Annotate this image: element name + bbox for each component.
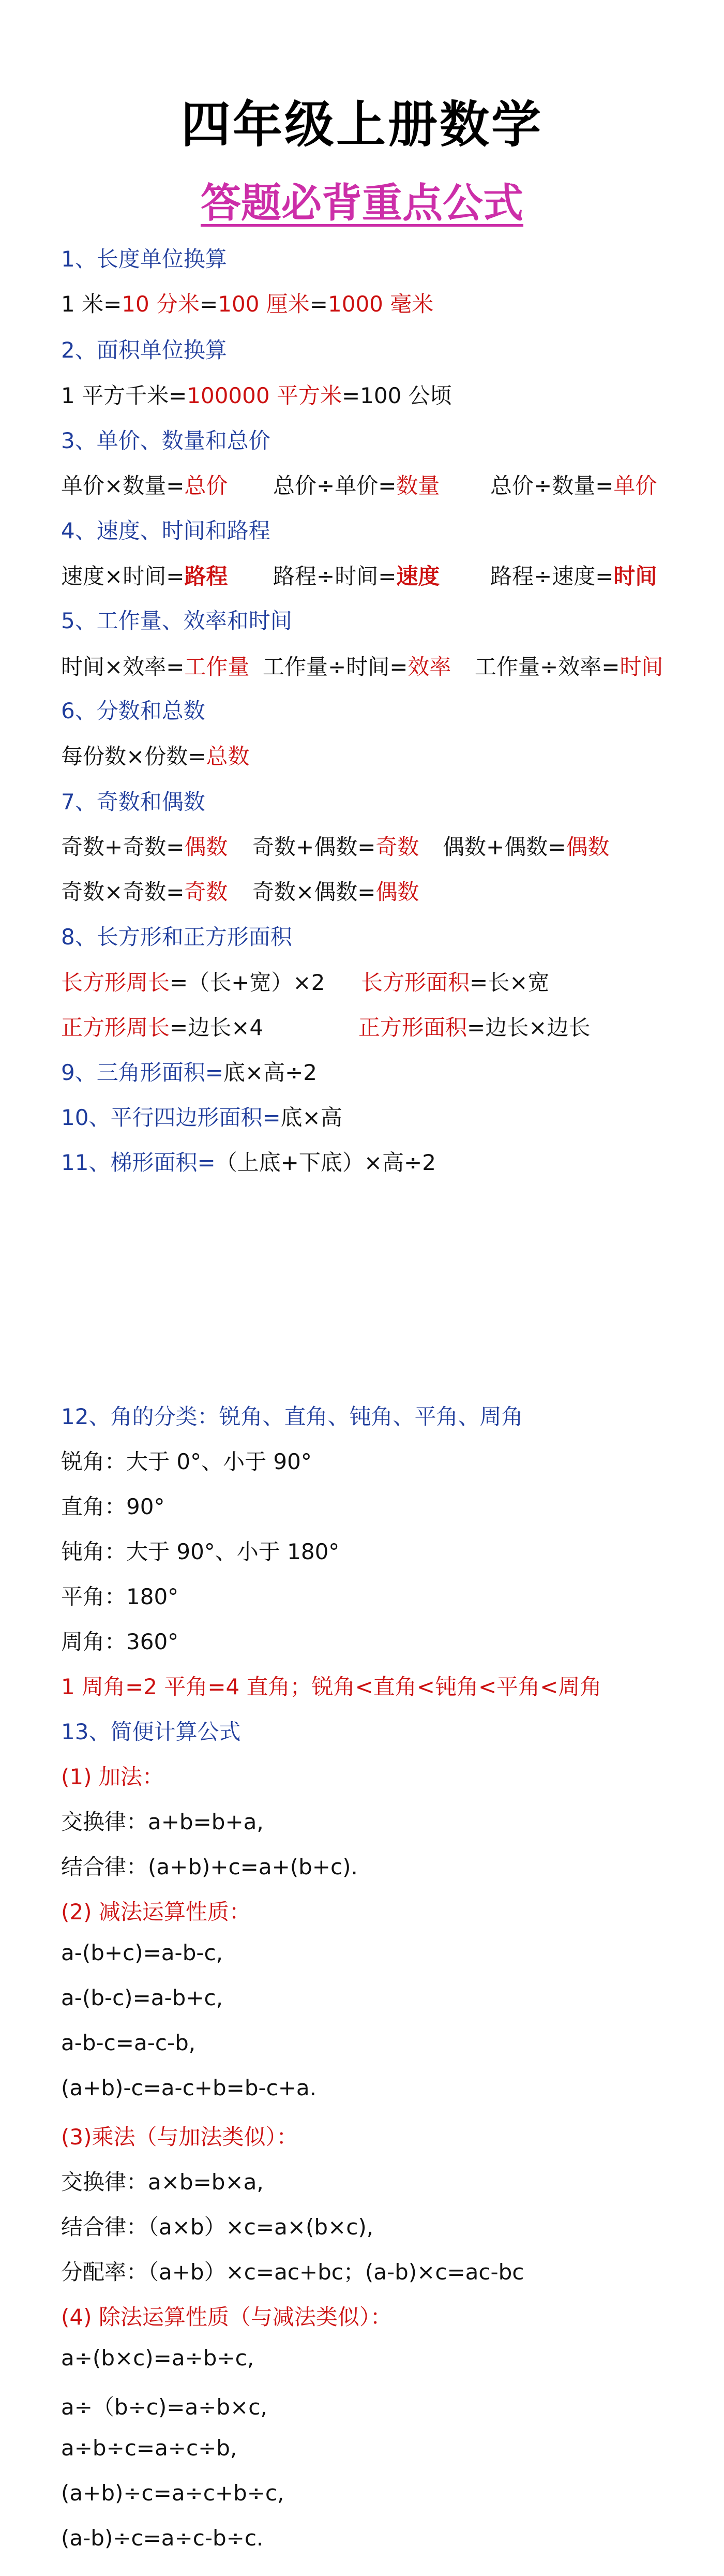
formula-highlight: 速度 <box>396 564 440 589</box>
rule-line: 结合律：（a×b）×c=a×(b×c), <box>61 2214 374 2240</box>
formula-part: 奇数+奇数= <box>61 834 185 860</box>
formula-part: 速度×时间= <box>61 564 185 589</box>
formula-highlight: 偶数 <box>184 834 228 860</box>
formula-part: 偶数+偶数= <box>443 834 566 860</box>
formula-part: 单价×数量= <box>61 473 185 498</box>
section-8-row-2 <box>61 1011 682 1042</box>
formula-highlight: 正方形周长 <box>61 1015 170 1040</box>
formula-part: = <box>309 291 328 317</box>
formula-highlight: 路程 <box>184 564 228 589</box>
subsection-subtraction-title: (2) 减法运算性质： <box>61 1899 251 1924</box>
formula-item <box>263 650 451 681</box>
angle-line: 锐角：大于 0°、小于 90° <box>61 1449 312 1474</box>
formula-highlight: 单价 <box>613 473 657 498</box>
formula-part: 总价÷单价= <box>273 473 397 498</box>
formula-highlight: 奇数 <box>184 879 228 905</box>
angle-line: 平角：180° <box>61 1584 179 1609</box>
formula-item <box>61 559 228 590</box>
section-5-formulas <box>61 650 702 681</box>
subsection-multiplication-title: (3)乘法（与加法类似）： <box>61 2124 298 2150</box>
formula-highlight: 总数 <box>206 744 250 769</box>
formula-part: 奇数×偶数= <box>252 879 376 905</box>
page-subtitle: 答题必背重点公式 <box>200 180 523 227</box>
formula-part: 路程÷速度= <box>490 564 614 589</box>
formula-item <box>490 469 657 500</box>
formula-highlight: 偶数 <box>566 834 610 860</box>
formula-part: 工作量÷效率= <box>475 654 620 679</box>
formula-part: 奇数+偶数= <box>252 834 376 860</box>
section-4-heading: 4、速度、时间和路程 <box>61 518 270 543</box>
section-3-heading: 3、单价、数量和总价 <box>61 428 270 453</box>
section-6-heading: 6、分数和总数 <box>61 698 205 723</box>
formula-part: 工作量÷时间= <box>263 654 408 679</box>
section-1-heading: 1、长度单位换算 <box>61 246 227 272</box>
formula-highlight: 100000 平方米 <box>187 383 342 408</box>
rule-line: (a+b)÷c=a÷c+b÷c, <box>61 2480 284 2506</box>
formula-highlight: 工作量 <box>184 654 250 679</box>
section-10-heading: 10、平行四边形面积= <box>61 1105 281 1130</box>
section-2-heading: 2、面积单位换算 <box>61 337 227 363</box>
angle-summary: 1 周角=2 平角=4 直角；锐角<直角<钝角<平角<周角 <box>61 1674 602 1699</box>
section-2-formula <box>61 379 452 410</box>
formula-item <box>443 830 609 861</box>
formula-highlight: 效率 <box>408 654 451 679</box>
rule-line: a÷(b×c)=a÷b÷c, <box>61 2345 254 2371</box>
section-4-formulas <box>61 559 682 590</box>
section-8-row-1 <box>61 966 682 997</box>
rule-line: 交换律：a×b=b×a, <box>61 2169 264 2195</box>
formula-item <box>61 966 325 997</box>
formula-part: =边长×边长 <box>467 1015 591 1040</box>
section-5-heading: 5、工作量、效率和时间 <box>61 608 292 633</box>
formula-highlight: 长方形面积 <box>361 970 470 995</box>
formula-part: 1 米= <box>61 291 122 317</box>
rule-line: (a+b)-c=a-c+b=b-c+a. <box>61 2075 317 2100</box>
angle-line: 周角：360° <box>61 1629 179 1654</box>
section-13-heading: 13、简便计算公式 <box>61 1719 241 1744</box>
formula-item <box>61 875 228 906</box>
section-9-heading: 9、三角形面积= <box>61 1060 223 1085</box>
formula-part: 每份数×份数= <box>61 744 206 769</box>
formula-item <box>490 559 657 590</box>
formula-item <box>252 875 419 906</box>
section-9-formula <box>61 1056 317 1087</box>
formula-item <box>61 1011 263 1042</box>
section-12-heading: 12、角的分类：锐角、直角、钝角、平角、周角 <box>61 1404 523 1429</box>
section-10-formula <box>61 1101 342 1132</box>
formula-highlight: 总价 <box>184 473 228 498</box>
formula-part: 总价÷数量= <box>490 473 614 498</box>
formula-highlight: 时间 <box>613 564 657 589</box>
formula-part: （上底+下底）×高÷2 <box>215 1150 436 1175</box>
formula-highlight: 奇数 <box>375 834 419 860</box>
subsection-division-title: (4) 除法运算性质（与减法类似）： <box>61 2304 392 2330</box>
rule-line: a÷b÷c=a÷c÷b, <box>61 2435 237 2461</box>
section-3-formulas <box>61 469 682 500</box>
formula-part: = <box>200 291 218 317</box>
subsection-addition-title: (1) 加法： <box>61 1764 164 1789</box>
formula-part: =（长+宽）×2 <box>170 970 325 995</box>
rule-line: a-b-c=a-c-b, <box>61 2030 196 2055</box>
formula-item <box>61 650 249 681</box>
section-7-row-2 <box>61 875 682 906</box>
rule-line: 交换律：a+b=b+a, <box>61 1809 264 1834</box>
section-7-heading: 7、奇数和偶数 <box>61 789 205 815</box>
section-11-formula <box>61 1146 436 1177</box>
formula-part: 底×高÷2 <box>223 1060 318 1085</box>
formula-highlight: 100 厘米 <box>218 291 310 317</box>
formula-item <box>361 966 549 997</box>
formula-part: 1 平方千米= <box>61 383 187 408</box>
formula-highlight: 时间 <box>620 654 663 679</box>
formula-part: =边长×4 <box>170 1015 264 1040</box>
formula-highlight: 数量 <box>396 473 440 498</box>
formula-item <box>61 469 228 500</box>
formula-item <box>273 559 440 590</box>
formula-part: =长×宽 <box>470 970 550 995</box>
formula-highlight: 长方形周长 <box>61 970 170 995</box>
rule-line: (a-b)÷c=a÷c-b÷c. <box>61 2525 264 2551</box>
section-11-heading: 11、梯形面积= <box>61 1150 216 1175</box>
rule-line: a-(b-c)=a-b+c, <box>61 1985 223 2010</box>
section-6-formula <box>61 739 249 771</box>
section-7-row-1 <box>61 830 682 861</box>
formula-part: 底×高 <box>280 1105 342 1130</box>
rule-line: a÷（b÷c)=a÷b×c, <box>61 2394 267 2420</box>
formula-highlight: 偶数 <box>375 879 419 905</box>
formula-item <box>273 469 440 500</box>
formula-item <box>61 830 228 861</box>
formula-part: =100 公顷 <box>341 383 452 408</box>
formula-highlight: 1000 毫米 <box>328 291 434 317</box>
formula-item <box>252 830 419 861</box>
rule-line: a-(b+c)=a-b-c, <box>61 1940 223 1965</box>
page-title: 四年级上册数学 <box>181 96 543 154</box>
formula-item <box>358 1011 590 1042</box>
formula-highlight: 10 分米 <box>122 291 200 317</box>
formula-item <box>475 650 663 681</box>
formula-part: 时间×效率= <box>61 654 185 679</box>
formula-part: 奇数×奇数= <box>61 879 185 905</box>
rule-line: 分配率：（a+b）×c=ac+bc；(a-b)×c=ac-bc <box>61 2259 524 2285</box>
formula-part: 路程÷时间= <box>273 564 397 589</box>
section-8-heading: 8、长方形和正方形面积 <box>61 924 292 950</box>
angle-line: 直角：90° <box>61 1494 165 1519</box>
rule-line: 结合律：(a+b)+c=a+(b+c). <box>61 1854 358 1879</box>
section-1-formula <box>61 287 433 318</box>
angle-line: 钝角：大于 90°、小于 180° <box>61 1539 340 1564</box>
formula-highlight: 正方形面积 <box>358 1015 467 1040</box>
